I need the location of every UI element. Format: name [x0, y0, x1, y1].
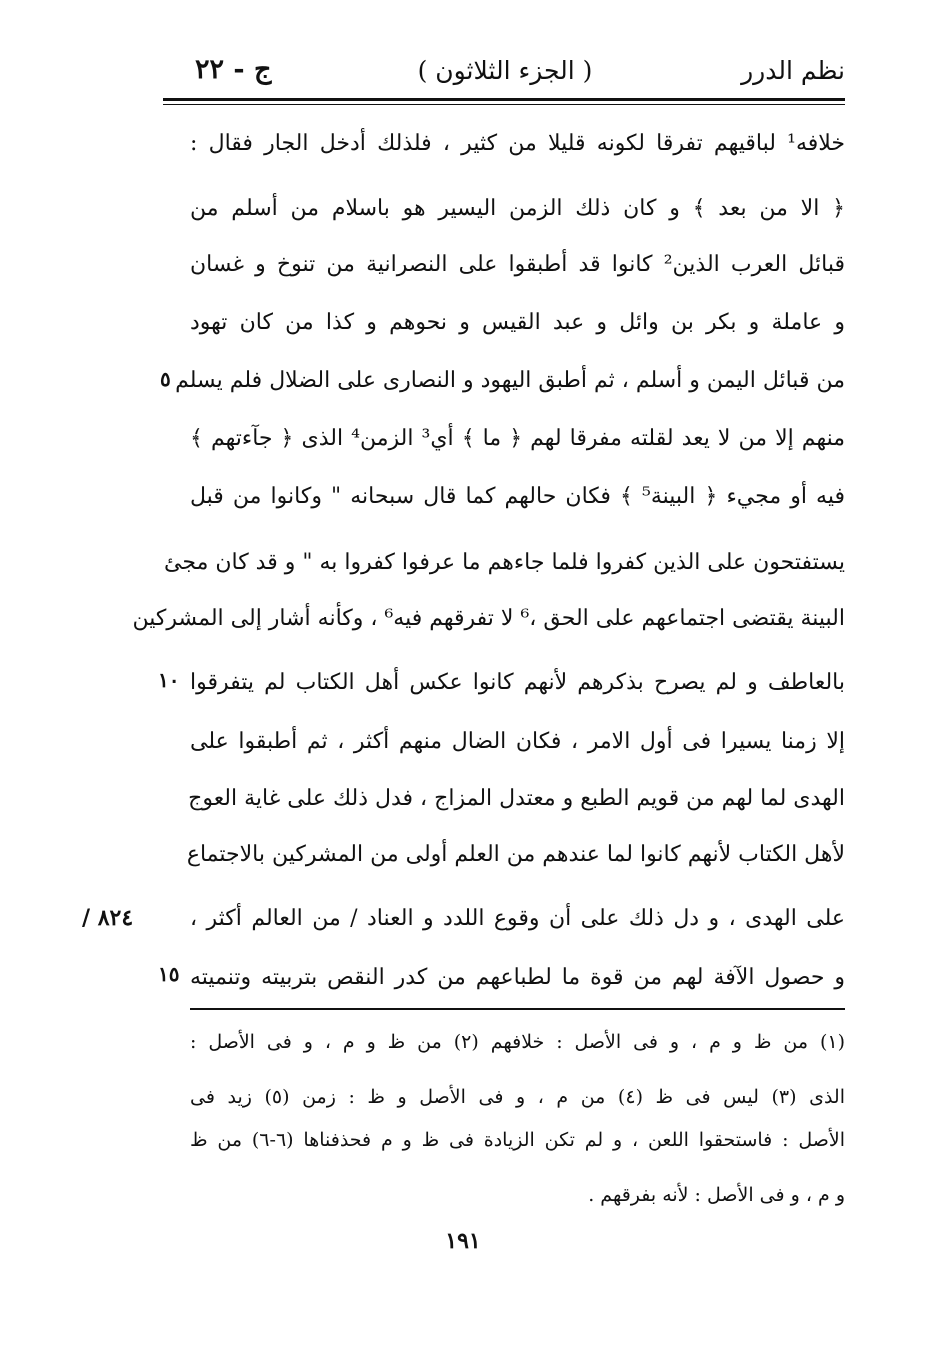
- footnote-line: و م ، و فى الأصل : لأنه بفرقهم .: [588, 1184, 845, 1206]
- text-line: قبائل العرب الذين² كانوا قد أطبقوا على النصرانية من تنوخ و غسان: [190, 252, 846, 277]
- text-line: منهم إلا من لا يعد لقلته مفرقا لهم ﴿ ما ﴾ أي³ الزمن⁴ الذى ﴿ جآءتهم ﴾: [190, 426, 846, 451]
- text-line: من قبائل اليمن و أسلم ، ثم أطبق اليهود و النصارى على الضلال فلم يسلم: [175, 368, 845, 393]
- text-line: لأهل الكتاب لأنهم كانوا لما عندهم من العلم أولى من المشركين بالاجتماع: [186, 842, 845, 867]
- text-line: خلافه¹ لباقيهم تفرقا لكونه قليلا من كثير ، فلذلك أدخل الجار فقال :: [190, 131, 845, 156]
- footnote-line: الذى (٣) ليس فى ظ (٤) من م ، و فى الأصل و ظ : زمن (٥) زيد فى: [190, 1086, 845, 1108]
- text-line: يستفتحون على الذين كفروا فلما جاءهم ما عرفوا كفروا به " و قد كان مجئ: [164, 550, 845, 575]
- text-line: البينة يقتضى اجتماعهم على الحق ،⁶ لا تفرقهم فيه⁶ ، وكأنه أشار إلى المشركين: [132, 606, 845, 631]
- text-line: فيه أو مجيء ﴿ البينة⁵ ﴾ فكان حالهم كما قال سبحانه " وكانوا من قبل: [190, 484, 845, 509]
- text-line: بالعاطف و لم يصرح بذكرهم لأنهم كانوا عكس أهل الكتاب لم يتفرقوا: [190, 670, 845, 695]
- text-line: على الهدى ، و دل ذلك على أن وقوع اللدد و العناد / من العالم أكثر ،: [190, 906, 845, 931]
- text-line: و عاملة و بكر بن وائل و عبد القيس و نحوهم و كذا من كان تهود: [190, 310, 846, 335]
- line-number-5: ٥: [160, 367, 171, 391]
- text-line: الهدى لما لهم من قويم الطبع و معتدل المزاج ، فدل ذلك على غاية العوج: [188, 786, 845, 811]
- footnote-line: (١) من ظ و م ، و فى الأصل : خلافهم (٢) من ظ و م ، و فى الأصل :: [190, 1031, 845, 1053]
- footnote-rule: [190, 1008, 845, 1010]
- book-title: نظم الدرر: [741, 56, 845, 85]
- footnote-line: الأصل : فاستحقوا اللعن ، و لم تكن الزيادة فى ظ و م فحذفناها (٦-٦) من ظ: [190, 1129, 845, 1151]
- running-header: [165, 52, 845, 92]
- text-line: ﴿ الا من بعد ﴾ و كان ذلك الزمن اليسير هو باسلام من أسلم من: [190, 196, 845, 221]
- header-rule-thick: [163, 98, 845, 101]
- volume-reference: ج - ٢٢: [195, 54, 272, 85]
- manuscript-folio-reference: ٨٢٤ /: [82, 905, 134, 931]
- line-number-10: ١٠: [158, 668, 180, 692]
- header-rule-thin: [163, 104, 845, 105]
- text-line: إلا زمنا يسيرا فى أول الامر ، فكان الضال منهم أكثر ، ثم أطبقوا على: [190, 729, 845, 754]
- line-number-15: ١٥: [158, 962, 180, 986]
- page-number: ١٩١: [445, 1228, 481, 1254]
- text-line: و حصول الآفة لهم من قوة ما لطباعهم من كدر النقص بتربيته وتنميته: [190, 965, 845, 990]
- part-label: ( الجزء الثلاثون ): [417, 56, 593, 85]
